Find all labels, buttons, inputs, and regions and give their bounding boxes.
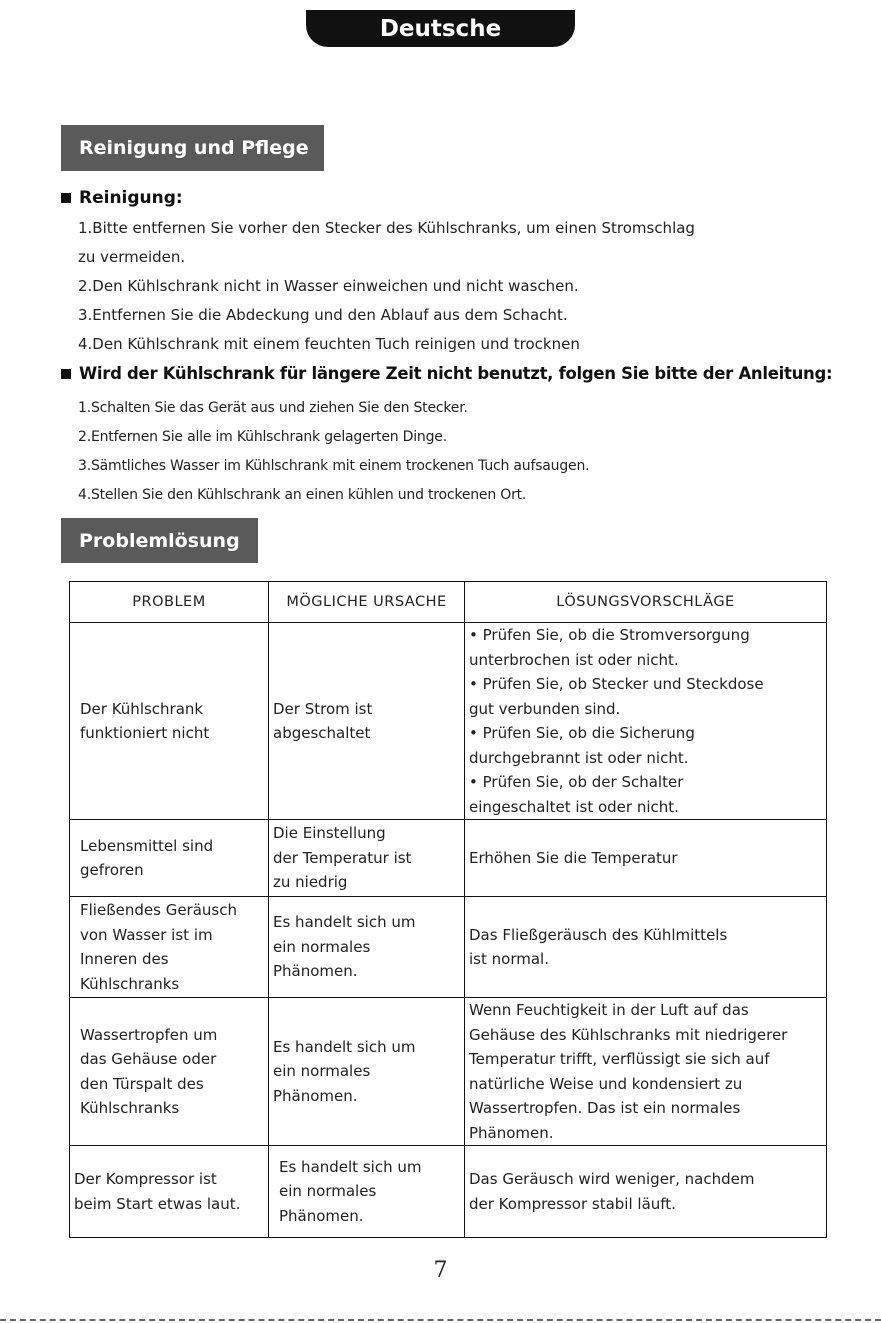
solution-cell	[465, 1146, 827, 1238]
troubleshooting-table	[69, 581, 827, 1238]
column-header-problem: PROBLEM	[70, 582, 269, 623]
storage-steps-list	[78, 394, 589, 510]
language-tab: Deutsche	[306, 10, 575, 47]
bullet-square-icon	[61, 193, 71, 203]
problem-cell	[70, 998, 269, 1146]
solution-cell	[465, 998, 827, 1146]
solution-line: Erhöhen Sie die Temperatur	[469, 848, 678, 867]
problem-cell	[70, 1146, 269, 1238]
cause-text: Es handelt sich um ein normales Phänomen.	[273, 913, 416, 981]
table-row	[70, 897, 827, 998]
problem-text: Der Kompressor ist beim Start etwas laut.	[74, 1170, 241, 1213]
cause-text: Es handelt sich um ein normales Phänomen.	[279, 1157, 422, 1225]
storage-subtitle-text: Wird der Kühlschrank für längere Zeit nicht benutzt, folgen Sie bitte der Anleitung:	[79, 364, 833, 383]
column-header-cause: MÖGLICHE URSACHE	[269, 582, 465, 623]
solution-cell	[465, 820, 827, 897]
problem-text: Der Kühlschrank funktioniert nicht	[80, 699, 210, 742]
solution-line: eingeschaltet ist oder nicht.	[469, 797, 679, 816]
problem-text: Lebensmittel sind gefroren	[80, 836, 214, 879]
problem-cell	[70, 623, 269, 820]
list-item: zu vermeiden.	[78, 248, 186, 266]
section-heading-troubleshooting: Problemlösung	[61, 518, 258, 563]
table-row	[70, 998, 827, 1146]
cleaning-steps-list	[78, 214, 695, 359]
list-item: 4.Stellen Sie den Kühlschrank an einen kühlen und trockenen Ort.	[78, 487, 527, 503]
cause-text: Der Strom ist abgeschaltet	[273, 699, 373, 742]
table-row	[70, 820, 827, 897]
column-header-solution: LÖSUNGSVORSCHLÄGE	[465, 582, 827, 623]
cause-cell	[269, 998, 465, 1146]
solution-line: • Prüfen Sie, ob die Sicherung	[469, 724, 695, 742]
problem-text: Wassertropfen um das Gehäuse oder den Türspalt des Kühlschranks	[80, 1025, 218, 1117]
table-row	[70, 1146, 827, 1238]
solution-line: ist normal.	[469, 950, 549, 968]
solution-line: Das Fließgeräusch des Kühlmittels	[469, 925, 728, 944]
storage-subtitle	[61, 364, 832, 383]
problem-text: Fließendes Geräusch von Wasser ist im Inneren des Kühlschranks	[80, 901, 237, 993]
solution-line: • Prüfen Sie, ob Stecker und Steckdose	[469, 675, 764, 693]
solution-line: • Prüfen Sie, ob der Schalter	[469, 773, 684, 791]
cause-cell	[269, 1146, 465, 1238]
solution-cell	[465, 897, 827, 998]
table-header-row	[70, 582, 827, 623]
section-heading-cleaning: Reinigung und Pflege	[61, 125, 324, 171]
list-item: 3.Sämtliches Wasser im Kühlschrank mit einem trockenen Tuch aufsaugen.	[78, 458, 590, 474]
list-item: 1.Schalten Sie das Gerät aus und ziehen Sie den Stecker.	[78, 400, 468, 416]
cause-cell	[269, 820, 465, 897]
bullet-square-icon	[61, 369, 71, 379]
list-item: 2.Entfernen Sie alle im Kühlschrank gelagerten Dinge.	[78, 429, 447, 445]
problem-cell	[70, 897, 269, 998]
bottom-dashed-rule	[0, 1319, 881, 1321]
problem-cell	[70, 820, 269, 897]
list-item: 4.Den Kühlschrank mit einem feuchten Tuch reinigen und trocknen	[78, 335, 580, 353]
cause-text: Es handelt sich um ein normales Phänomen.	[273, 1037, 416, 1105]
table-row	[70, 623, 827, 820]
cause-text: Die Einstellung der Temperatur ist zu niedrig	[273, 824, 412, 892]
cause-cell	[269, 897, 465, 998]
solution-line: natürliche Weise und kondensiert zu	[469, 1074, 743, 1093]
list-item: 2.Den Kühlschrank nicht in Wasser einweichen und nicht waschen.	[78, 277, 579, 295]
page-number: 7	[433, 1258, 448, 1283]
solution-line: Wassertropfen. Das ist ein normales	[469, 1099, 741, 1117]
solution-line: unterbrochen ist oder nicht.	[469, 650, 679, 669]
solution-line: Gehäuse des Kühlschranks mit niedrigerer	[469, 1025, 788, 1044]
cleaning-subtitle	[61, 188, 183, 208]
solution-line: gut verbunden sind.	[469, 699, 621, 718]
solution-line: • Prüfen Sie, ob die Stromversorgung	[469, 626, 750, 644]
list-item: 1.Bitte entfernen Sie vorher den Stecker des Kühlschranks, um einen Stromschlag	[78, 219, 695, 237]
cleaning-subtitle-text: Reinigung:	[79, 188, 183, 208]
solution-line: der Kompressor stabil läuft.	[469, 1194, 676, 1213]
solution-line: Das Geräusch wird weniger, nachdem	[469, 1170, 755, 1188]
cause-cell	[269, 623, 465, 820]
solution-cell	[465, 623, 827, 820]
solution-line: durchgebrannt ist oder nicht.	[469, 748, 689, 767]
solution-line: Phänomen.	[469, 1123, 554, 1142]
solution-line: Temperatur trifft, verflüssigt sie sich auf	[469, 1050, 770, 1068]
solution-line: Wenn Feuchtigkeit in der Luft auf das	[469, 1001, 749, 1019]
list-item: 3.Entfernen Sie die Abdeckung und den Ablauf aus dem Schacht.	[78, 306, 568, 324]
